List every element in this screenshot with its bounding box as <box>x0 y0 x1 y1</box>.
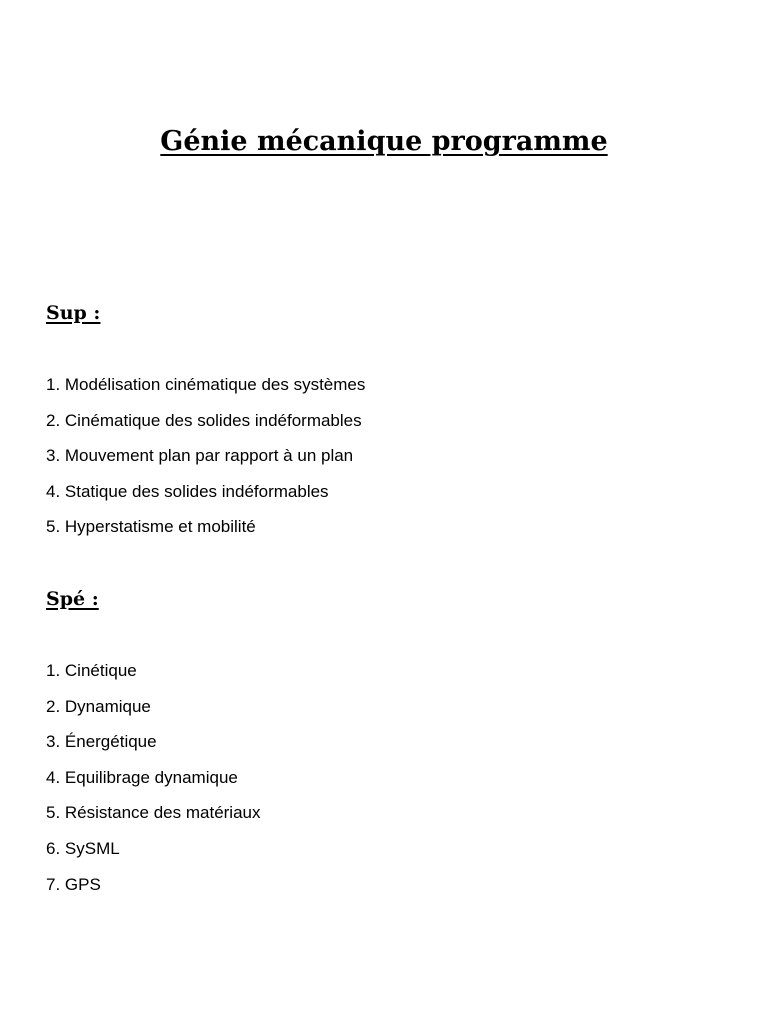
list-item: 1. Modélisation cinématique des systèmes <box>46 375 366 394</box>
sup-topic-list <box>46 374 365 552</box>
list-item: 5. Hyperstatisme et mobilité <box>46 517 256 537</box>
list-item: 2. Dynamique <box>46 696 151 716</box>
list-item: 7. GPS <box>46 874 101 894</box>
list-item: 1. Cinétique <box>46 661 137 680</box>
list-item: 3. Énergétique <box>46 732 157 752</box>
page-title: Génie mécanique programme <box>160 126 608 157</box>
list-item: 2. Cinématique des solides indéformables <box>46 410 362 430</box>
list-item: 4. Statique des solides indéformables <box>46 481 329 501</box>
section-heading-spe: Spé : <box>46 588 99 610</box>
spe-topic-list <box>46 660 261 909</box>
list-item: 5. Résistance des matériaux <box>46 803 261 823</box>
list-item: 4. Equilibrage dynamique <box>46 767 238 787</box>
list-item: 3. Mouvement plan par rapport à un plan <box>46 446 354 466</box>
section-heading-sup: Sup : <box>46 302 101 324</box>
list-item: 6. SySML <box>46 838 120 858</box>
